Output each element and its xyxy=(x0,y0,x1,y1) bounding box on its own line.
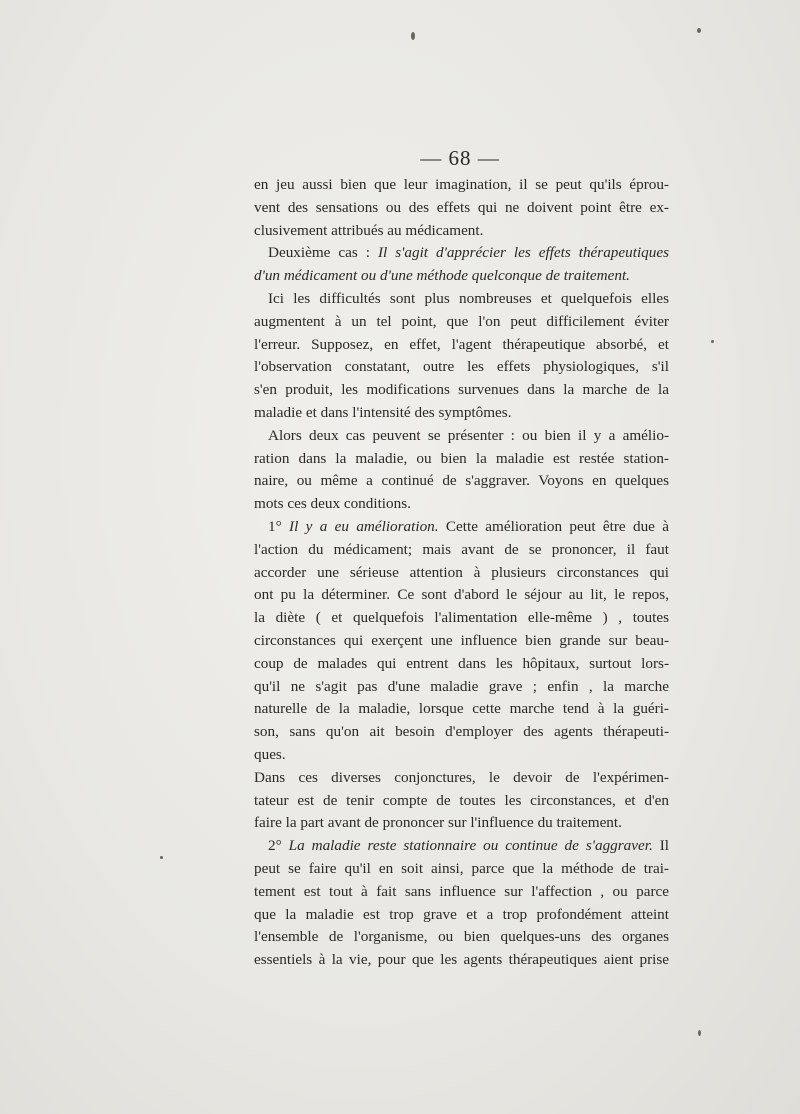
text-line xyxy=(254,835,669,858)
text-line xyxy=(254,242,669,265)
line-prefix: 2° xyxy=(268,837,289,855)
body-text xyxy=(254,174,669,972)
ink-speck xyxy=(698,1030,701,1036)
text-line: ques. xyxy=(254,745,286,763)
text-line: s'en produit, les modifications survenues dans la marche de la xyxy=(254,381,669,399)
text-line: son, sans qu'on ait besoin d'employer des agents thérapeuti- xyxy=(254,723,669,741)
text-line: naire, ou même a continué de s'aggraver. Voyons en quelques xyxy=(254,472,669,490)
text-line: ont pu la déterminer. Ce sont d'abord le séjour au lit, le repos, xyxy=(254,586,669,604)
text-line: que la maladie est trop grave et a trop profondément atteint xyxy=(254,905,669,923)
text-line: vent des sensations ou des effets qui ne doivent point être ex- xyxy=(254,198,669,216)
text-line: clusivement attribués au médicament. xyxy=(254,221,484,239)
line-suffix: Cette amélioration peut être due à xyxy=(438,517,669,535)
page-number: — 68 — xyxy=(420,146,500,170)
ink-speck xyxy=(711,340,714,343)
italic-phrase: La maladie reste stationnaire ou continue de s'aggraver. xyxy=(288,837,653,855)
ink-speck xyxy=(697,28,701,33)
text-line: essentiels à la vie, pour que les agents thérapeutiques aient prise xyxy=(254,951,669,969)
text-line: qu'il ne s'agit pas d'une maladie grave ; enfin , la marche xyxy=(254,677,669,695)
text-line xyxy=(254,516,669,539)
text-line: ration dans la maladie, ou bien la maladie est restée station- xyxy=(254,449,669,467)
line-prefix: 1° xyxy=(268,517,290,535)
text-line: l'ensemble de l'organisme, ou bien quelques-uns des organes xyxy=(254,928,669,946)
text-line: Dans ces diverses conjonctures, le devoir de l'expérimen- xyxy=(254,768,669,786)
text-line: en jeu aussi bien que leur imagination, il se peut qu'ils éprou- xyxy=(254,176,669,193)
text-line: augmentent à un tel point, que l'on peut difficilement éviter xyxy=(254,312,669,330)
ink-speck xyxy=(411,32,415,40)
ink-speck xyxy=(160,856,163,859)
text-line: la diète ( et quelquefois l'alimentation elle-même ) , toutes xyxy=(254,609,669,627)
text-line: l'erreur. Supposez, en effet, l'agent thérapeutique absorbé, et xyxy=(254,335,669,353)
text-line: mots ces deux conditions. xyxy=(254,495,411,513)
text-line: coup de malades qui entrent dans les hôpitaux, surtout lors- xyxy=(254,654,669,672)
text-line: circonstances qui exerçent une influence bien grande sur beau- xyxy=(254,631,669,649)
text-line: peut se faire qu'il en soit ainsi, parce que la méthode de trai- xyxy=(254,859,669,877)
text-line: Ici les difficultés sont plus nombreuses et quelquefois elles xyxy=(268,289,669,307)
text-line: tement est tout à fait sans influence sur l'affection , ou parce xyxy=(254,882,669,900)
text-line xyxy=(254,265,669,288)
text-line: faire la part avant de prononcer sur l'influence du traitement. xyxy=(254,814,622,832)
italic-phrase: d'un médicament ou d'une méthode quelconque de traitement. xyxy=(254,267,630,285)
text-line: l'action du médicament; mais avant de se prononcer, il faut xyxy=(254,540,669,558)
line-suffix: Il xyxy=(652,837,670,855)
italic-phrase: Il s'agit d'apprécier les effets thérapeutiques xyxy=(377,244,669,262)
text-line: naturelle de la maladie, lorsque cette marche tend à la guéri- xyxy=(254,700,669,718)
italic-phrase: Il y a eu amélioration. xyxy=(289,517,439,535)
text-line: accorder une sérieuse attention à plusieurs circonstances qui xyxy=(254,563,669,581)
text-line: l'observation constatant, outre les effets physiologiques, s'il xyxy=(254,358,669,376)
line-prefix: Deuxième cas : xyxy=(268,244,378,262)
text-line: maladie et dans l'intensité des symptômes. xyxy=(254,403,512,421)
text-line: Alors deux cas peuvent se présenter : ou bien il y a amélio- xyxy=(268,426,669,444)
text-line: tateur est de tenir compte de toutes les circonstances, et d'en xyxy=(254,791,669,809)
